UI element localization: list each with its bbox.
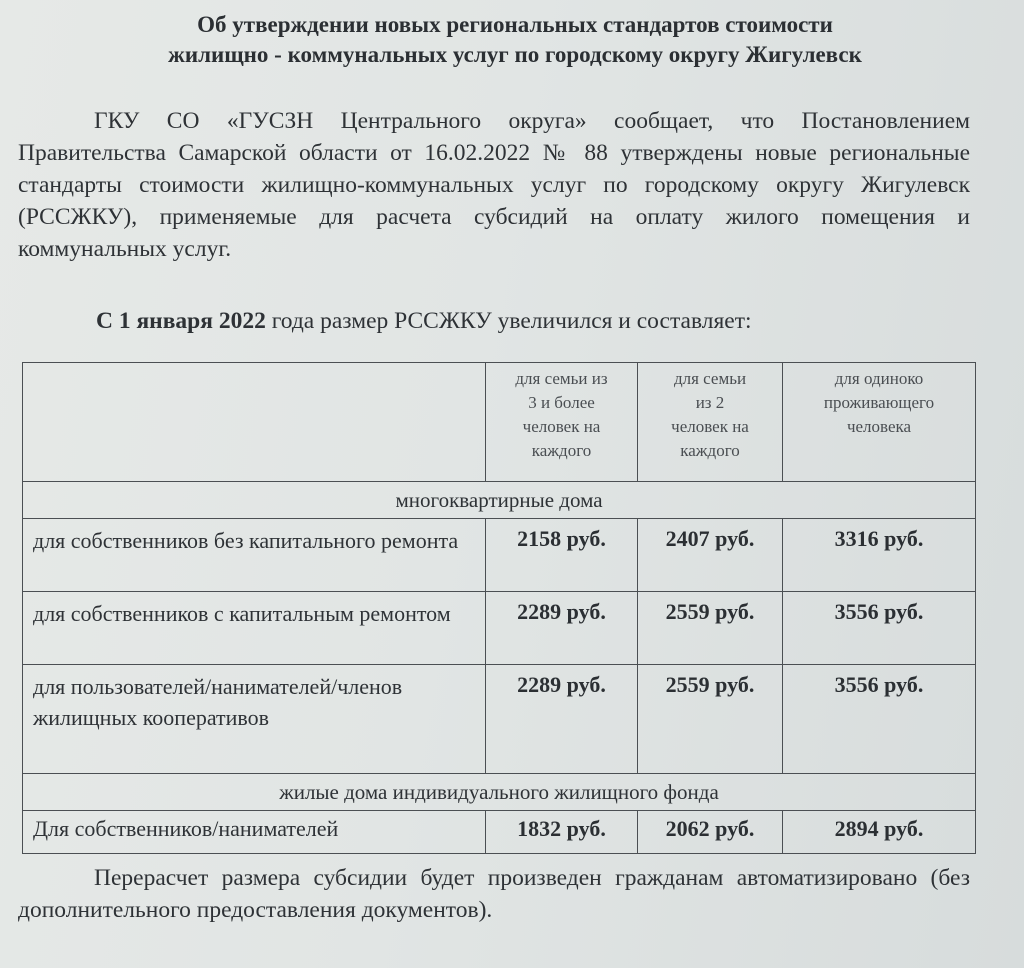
table-row — [23, 592, 976, 665]
table-row — [23, 811, 976, 854]
rate-single: 2894 руб. — [783, 811, 976, 854]
row-label: для собственников с капитальным ремонтом — [23, 592, 486, 665]
recalculation-paragraph-text: Перерасчет размера субсидии будет произведен гражданам автоматизировано (без дополнительного предоставления документов). — [18, 865, 970, 923]
header-single-person — [783, 363, 976, 482]
header-text: проживающего — [823, 393, 935, 412]
recalculation-paragraph — [18, 862, 970, 926]
table-header-row — [23, 363, 976, 482]
rate-single: 3316 руб. — [783, 519, 976, 592]
header-text: 3 и более — [528, 393, 595, 412]
table-row — [23, 519, 976, 592]
header-empty-cell — [23, 363, 486, 482]
section-title — [23, 482, 976, 519]
header-family-2 — [638, 363, 783, 482]
header-text: каждого — [531, 441, 592, 460]
section-title — [23, 774, 976, 811]
rate-family-3plus: 2289 руб. — [486, 665, 638, 774]
row-label: для собственников без капитального ремонта — [23, 519, 486, 592]
header-family-3plus — [486, 363, 638, 482]
rate-family-3plus: 1832 руб. — [486, 811, 638, 854]
section-title-text: жилые дома индивидуального жилищного фонда — [279, 780, 719, 804]
row-label: для пользователей/нанимателей/членов жилищных кооперативов — [23, 665, 486, 774]
rate-family-3plus: 2289 руб. — [486, 592, 638, 665]
header-text: для семьи из — [515, 369, 608, 388]
intro-paragraph — [18, 105, 970, 265]
rate-family-2: 2407 руб. — [638, 519, 783, 592]
section-row-apartments — [23, 482, 976, 519]
rates-table — [22, 362, 976, 854]
header-text: человек на — [522, 417, 601, 436]
title-line-2: жилищно - коммунальных услуг по городскому округу Жигулевск — [168, 42, 862, 67]
header-text: из 2 — [695, 393, 725, 412]
header-text: человека — [846, 417, 912, 436]
document-title — [40, 10, 990, 70]
effective-date-bold: С 1 января 2022 — [96, 308, 266, 334]
rate-single: 3556 руб. — [783, 665, 976, 774]
intro-paragraph-text: ГКУ СО «ГУСЗН Центрального округа» сообщает, что Постановлением Правительства Самарской области от 16.02.2022 № 88 утверждены новые региональные стандарты стоимости жилищно-коммунальных услуг по городскому округу Жигулевск (РССЖКУ), применяемые для расчета субсидий на оплату жилого помещения и коммунальных услуг. — [18, 108, 970, 262]
effective-date-paragraph — [96, 305, 976, 337]
rate-family-3plus: 2158 руб. — [486, 519, 638, 592]
table-row — [23, 665, 976, 774]
header-text: человек на — [671, 417, 749, 436]
rate-family-2: 2559 руб. — [638, 592, 783, 665]
section-row-private-houses — [23, 774, 976, 811]
rate-family-2: 2062 руб. — [638, 811, 783, 854]
rate-family-2: 2559 руб. — [638, 665, 783, 774]
rate-single: 3556 руб. — [783, 592, 976, 665]
row-label: Для собственников/нанимателей — [23, 811, 486, 854]
title-line-1: Об утверждении новых региональных стандартов стоимости — [197, 12, 833, 37]
header-text: каждого — [680, 441, 740, 460]
header-text: для одиноко — [834, 369, 924, 388]
effective-date-rest: года размер РССЖКУ увеличился и составляет: — [265, 308, 752, 334]
section-title-text: многоквартирные дома — [395, 488, 603, 512]
header-text: для семьи — [673, 369, 747, 388]
